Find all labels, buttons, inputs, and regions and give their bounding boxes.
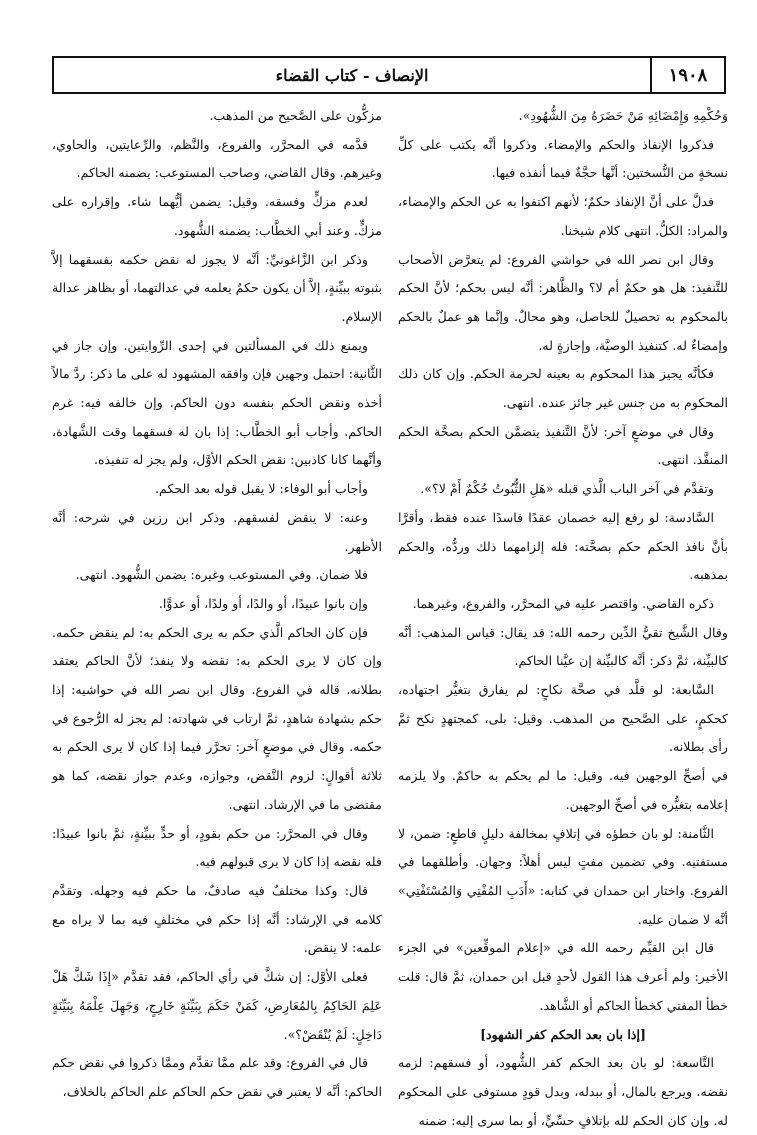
paragraph: وقال الشَّيخ تقيُّ الدِّين رحمه الله: قد يقال: قياس المذهب: أنَّه كالبيِّنة، ثمَّ ذكر: أنَّه كالبيِّنة إن عيَّنا الحاكم.	[398, 624, 728, 669]
paragraph: ويمنع ذلك في المسألتين في إحدى الرِّوايتين. وإن جاز في الثَّانية: احتمل وجهين فإن وافقه المشهود له على ما ذكر: ردَّ مالاً أخذه ونقض الحكم بنفسه دون الحاكم. وإن خالفه فيه: غرم الحاكم. وأجاب أبو الخطَّاب: إذا بان له فسقهما وقت الشَّهادة، وأنَّهما كانا كاذبين: نقض الحكم الأوَّل، ولم يجز له تنفيذه.	[52, 337, 382, 468]
section-heading: [إذا بان بعد الحكم كفر الشهود]	[480, 1026, 646, 1042]
paragraph: وعنه: لا ينقض لفسقهم. وذكر ابن رزين في شرحه: أنَّه الأظهر.	[52, 509, 382, 554]
paragraph: وذكر ابن الزَّاغونيِّ: أنَّه لا يجوز له نقض حكمه بفسقهما إلاَّ بثبوته ببيِّنةٍ، إلاَّ أن يكون حكمٌ يعلمه في عدالتهما، أو بظاهر عدالة الإسلام.	[52, 251, 382, 324]
paragraph: قدَّمه في المحرَّر، والفروع، والنَّظم، والرِّعايتين، والحاوي، وغيرهم. وقال القاضي، وصاحب المستوعب: يضمنه الحاكم.	[52, 136, 382, 181]
paragraph: في أصحِّ الوجهين فيه. وقيل: ما لم يحكم به حاكمٌ. ولا يلزمه إعلامه بتغيُّره في أصحِّ الوجهين.	[398, 768, 728, 812]
paragraph: فإن كان الحاكم الَّذي حكم به يرى الحكم به: لم ينقض حكمه. وإن كان لا يرى الحكم به: نقضه ولا ينفذ؛ لأنَّ الحاكم يعتقد بطلانه. قاله في الفروع. وقال ابن نصر الله في حواشيه: إذا حكم بشهادة شاهدٍ، ثمَّ ارتاب في شهادته: لم يجز له الرُّجوع في حكمه. وقال في موضعٍ آخر: تحرَّر فيما إذا كان لا يرى الحكم به ثلاثة أقوالٍ: لزوم النَّقض، وجوازه، وعدم جواز نقضه، كما هو مقتضى ما في الإرشاد. انتهى.	[52, 624, 382, 812]
paragraph: ذكره القاضي. واقتصر عليه في المحرَّر، والفروع، وغيرهما.	[412, 595, 714, 611]
left-column	[52, 102, 382, 1097]
paragraph: وإن بانوا عبيدًا، أو والدًا، أو ولدًا، أو عدوًّا.	[158, 595, 368, 611]
paragraph: وقال في موضعٍ آخر: لأنَّ التَّنفيذ يتضمَّن الحكم بصحَّة الحكم المنفَّذ. انتهى.	[398, 423, 728, 468]
paragraph: السَّابعة: لو قلَّد في صحَّة نكاحٍ: لم يفارق بتغيُّر اجتهاده، كحكمٍ، على الصَّحيح من المذهب. وقيل: بلى، كمجتهدٍ نكح ثمَّ رأى بطلانه.	[398, 682, 728, 755]
paragraph: وَحُكْمِهِ وَإِمْضَائِهِ مَنْ حَضَرَهُ مِنَ الشُّهُودِ».	[518, 108, 728, 123]
page-number: ١٩٠٨	[650, 58, 724, 92]
paragraph: وقال في المحرَّر: من حكم بقودٍ، أو حدٍّ ببيِّنةٍ، ثمَّ بانوا عبيدًا: فله نقضه إذا كان لا يرى قبولهم فيه.	[52, 825, 382, 870]
text-body	[52, 102, 728, 1128]
paragraph: وقال ابن نصر الله في حواشي الفروع: لم يتعرَّض الأصحاب للتَّنفيذ: هل هو حكمٌ أم لا؟ والظَّاهر: أنَّه ليس بحكم؛ لأنَّ الحكم بالمحكوم به تحصيلٌ للحاصل، وهو محالٌ. وإنَّما هو عملٌ بالحكم وإمضاءٌ له. كتنفيذ الوصيَّة، وإجازةٍ له.	[398, 251, 728, 353]
paragraph: السَّادسة: لو رفع إليه خصمان عقدًا فاسدًا عنده فقط، وأقرَّا بأنَّ نافذ الحكم حكم بصحَّته: فله إلزامهما ذلك وردُّه، والحكم بمذهبه.	[398, 509, 728, 583]
paragraph: قال ابن القيِّم رحمه الله في «إعلام الموقِّعين» في الجزء الأخير: ولم أعرف هذا القول لأحدٍ قبل ابن حمدان، ثمَّ قال: قلت خطأ المفتي كخطأ الحاكم أو الشَّاهد.	[398, 940, 728, 1013]
paragraph: مزكُّون على الصَّحيح من المذهب.	[209, 108, 382, 123]
paragraph: قال: وكذا مختلفٌ فيه صادفٌ، ما حكم فيه وجهله. وتقدَّم كلامه في الإرشاد: أنَّه إذا حكم في مختلفٍ فيه بما لا يراه مع علمه: لا ينقض.	[52, 882, 382, 956]
paragraph: وتقدَّم في آخر الباب الَّذي قبله «هَلِ الثُّبُوتُ حُكْمٌ أَمْ لا؟».	[420, 481, 714, 497]
paragraph: فكأنَّه يجيز هذا المحكوم به بعينه لحرمة الحكم. وإن كان ذلك المحكوم به من جنس غير جائز عنده. انتهى.	[398, 366, 728, 411]
running-title: الإنصاف - كتاب القضاء	[275, 65, 429, 85]
paragraph: وأجاب أبو الوفاء: لا يقبل قوله بعد الحكم.	[155, 481, 368, 497]
paragraph: فذكروا الإنفاذ والحكم والإمضاء. وذكروا أنَّه يكتب على كلِّ نسخةٍ من النُّسختين: أنَّها حجَّةٌ فيما أنفذه فيها.	[398, 136, 728, 181]
paragraph: قال في الفروع: وقد علم ممَّا تقدَّم وممَّا ذكروا في نقض حكم الحاكم: أنَّه لا يعتبر في نقض حكم الحاكم علم الحاكم بالخلاف،	[52, 1055, 382, 1099]
paragraph: لعدم مزكٍّ وفسقه. وقيل: يضمن أيُّهما شاء. وإقراره على مزكٍّ. وعند أبي الخطَّاب: يضمنه الشُّهود.	[52, 194, 382, 238]
paragraph: فعلى الأوَّل: إن شكَّ في رأي الحاكم، فقد تقدَّم «إِذَا شَكَّ هَلْ عَلِمَ الحَاكِمُ بِالمُعَارِضِ، كَمَنْ حَكَمَ بِبَيِّنَةٍ خَارِجٍ، وَجَهِلَ عِلْمَهُ بِبَيِّنَةٍ دَاخِلٍ: لَمْ يُنْقَضْ؟».	[52, 969, 382, 1042]
paragraph: الثَّامنة: لو بان خطؤه في إتلافٍ بمخالفة دليلٍ قاطعٍ: ضمن، لا مستفتيه. وفي تضمين مفتٍ ليس أهلاً: وجهان. وأطلقهما في الفروع. واختار ابن حمدان في كتابه: «أَدَبِ المُفْتِي وَالمُسْتَفْتِي» أنَّه لا ضمان عليه.	[398, 825, 728, 927]
paragraph: فلا ضمان. وفي المستوعب وغيره: يضمن الشُّهود. انتهى.	[75, 567, 368, 583]
paragraph: التَّاسعة: لو بان بعد الحكم كفر الشُّهود، أو فسقهم: لزمه نقضه. ويرجع بالمال، أو ببدله، وبدل قودٍ مستوفى على المحكوم له. وإن كان الحكم لله بإتلافٍ حسِّيٍّ، أو بما سرى إليه: ضمنه	[398, 1055, 728, 1128]
page-header	[52, 56, 726, 94]
paragraph: فدلَّ على أنَّ الإنفاذ حكمٌ؛ لأنهم اكتفوا به عن الحكم والإمضاء، والمراد: الكلُّ. انتهى كلام شيخنا.	[398, 194, 728, 238]
right-column	[398, 102, 728, 1128]
